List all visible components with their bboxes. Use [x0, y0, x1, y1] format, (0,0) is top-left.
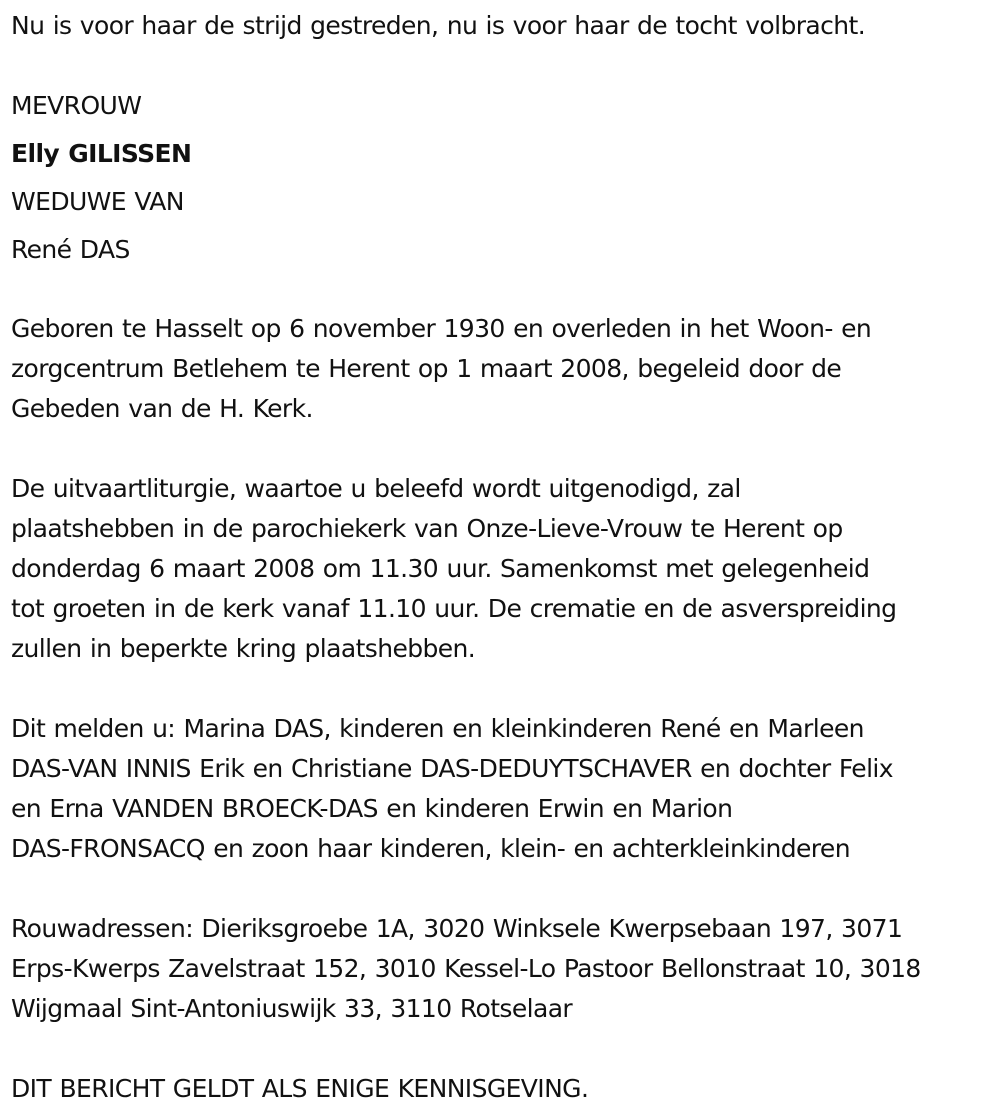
paragraph-line: Gebeden van de H. Kerk.	[11, 394, 313, 423]
paragraph-line: Geboren te Hasselt op 6 november 1930 en overleden in het Woon- en	[11, 314, 872, 343]
paragraph-line: Dit melden u: Marina DAS, kinderen en kleinkinderen René en Marleen	[11, 714, 864, 743]
paragraph-line: Rouwadressen: Dieriksgroebe 1A, 3020 Winksele Kwerpsebaan 197, 3071	[11, 914, 903, 943]
paragraph-line: plaatshebben in de parochiekerk van Onze-Lieve-Vrouw te Herent op	[11, 514, 843, 543]
spouse-name: René DAS	[11, 235, 130, 264]
paragraph-line: DAS-VAN INNIS Erik en Christiane DAS-DEDUYTSCHAVER en dochter Felix	[11, 754, 893, 783]
paragraph-line: zullen in beperkte kring plaatshebben.	[11, 634, 476, 663]
paragraph-line: Wijgmaal Sint-Antoniuswijk 33, 3110 Rotselaar	[11, 994, 573, 1023]
paragraph-line: donderdag 6 maart 2008 om 11.30 uur. Samenkomst met gelegenheid	[11, 554, 870, 583]
closing-line: DIT BERICHT GELDT ALS ENIGE KENNISGEVING.	[11, 1074, 589, 1103]
paragraph-line: en Erna VANDEN BROECK-DAS en kinderen Erwin en Marion	[11, 794, 733, 823]
opening-line: Nu is voor haar de strijd gestreden, nu is voor haar de tocht volbracht.	[11, 11, 866, 40]
paragraph-line: De uitvaartliturgie, waartoe u beleefd wordt uitgenodigd, zal	[11, 474, 741, 503]
title-line: MEVROUW	[11, 91, 142, 120]
paragraph-line: DAS-FRONSACQ en zoon haar kinderen, klein- en achterkleinkinderen	[11, 834, 850, 863]
paragraph-line: zorgcentrum Betlehem te Herent op 1 maart 2008, begeleid door de	[11, 354, 842, 383]
deceased-name: Elly GILISSEN	[11, 139, 192, 168]
paragraph-line: Erps-Kwerps Zavelstraat 152, 3010 Kessel-Lo Pastoor Bellonstraat 10, 3018	[11, 954, 921, 983]
widow-label: WEDUWE VAN	[11, 187, 184, 216]
paragraph-line: tot groeten in de kerk vanaf 11.10 uur. De crematie en de asverspreiding	[11, 594, 897, 623]
